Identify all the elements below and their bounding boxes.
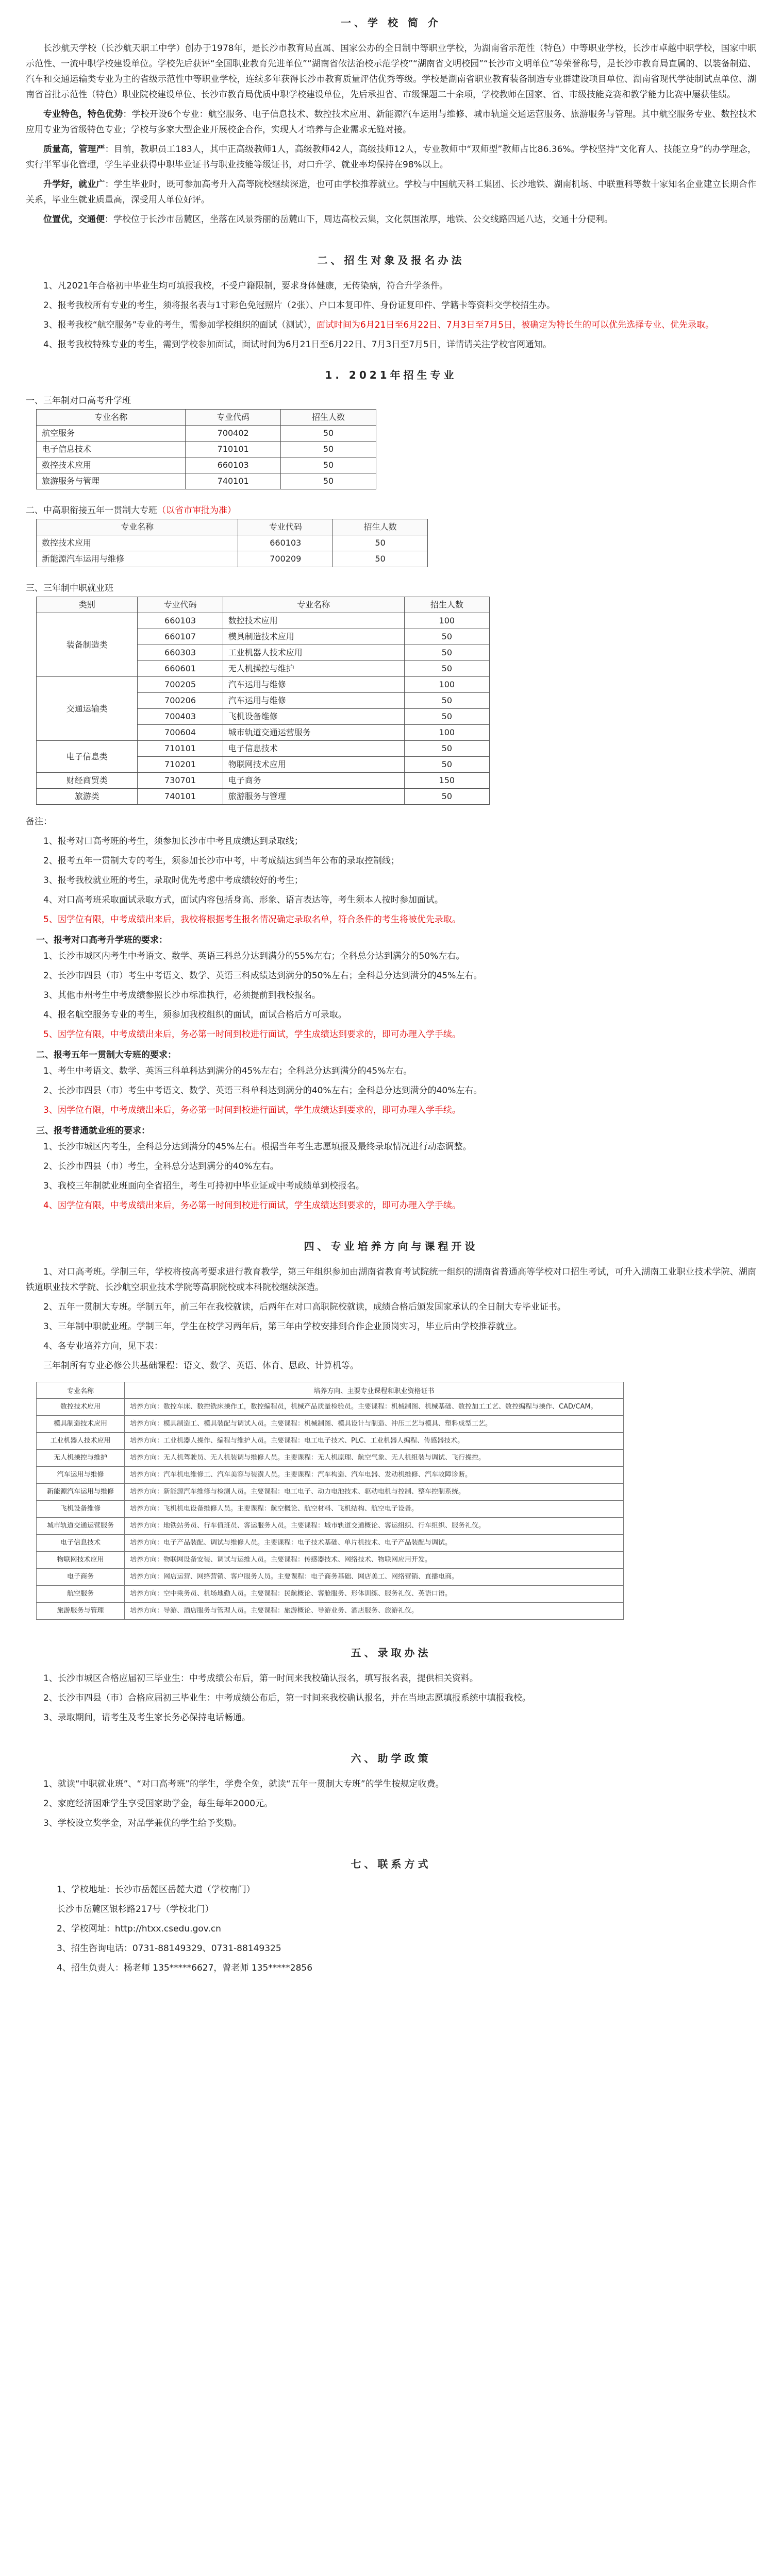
contact-section — [26, 1852, 756, 1976]
table-cell: 50 — [404, 645, 489, 661]
requirement-item-red: 5、因学位有限，中考成绩出来后，务必第一时间到校进行面试，学生成绩达到要求的，即可办理入学手续。 — [43, 1029, 461, 1040]
note-item: 3、报考我校就业班的考生，录取时优先考虑中考成绩较好的考生； — [43, 875, 303, 886]
table-cell: 710201 — [138, 757, 223, 773]
major-name-cell: 无人机操控与维护 — [37, 1450, 125, 1467]
enrollment-item: 1、凡2021年合格初中毕业生均可填报我校，不受户籍限制，要求身体健康，无传染病，符合升学条件。 — [43, 281, 448, 291]
table-cell: 数控技术应用 — [223, 613, 404, 629]
contact-line: 1、学校地址：长沙市岳麓区岳麓大道（学校南门） — [57, 1885, 255, 1895]
admission-section — [26, 1640, 756, 1725]
enrollment-section — [26, 248, 756, 1213]
table-row — [37, 1501, 624, 1518]
table-row — [37, 551, 428, 567]
table-subtitle: 三、三年制中职就业班 — [26, 583, 113, 594]
admission-item: 3、录取期间，请考生及考生家长务必保持电话畅通。 — [43, 1713, 251, 1723]
table-row — [37, 1603, 624, 1620]
major-desc-cell: 培养方向：地铁站务员、行车值班员、客运服务人员。主要课程：城市轨道交通概论、客运组织、行车组织、服务礼仪。 — [125, 1518, 624, 1535]
category-cell: 装备制造类 — [37, 613, 138, 677]
table-cell: 汽车运用与维修 — [223, 677, 404, 693]
major-desc-cell: 培养方向：汽车机电维修工、汽车美容与装潢人员。主要课程：汽车构造、汽车电器、发动机维修、汽车故障诊断。 — [125, 1467, 624, 1484]
requirement-item: 2、长沙市四县（市）考生中考语文、数学、英语三科成绩达到满分的50%左右；全科总分达到满分的45%左右。 — [43, 971, 482, 981]
table-cell: 50 — [404, 709, 489, 725]
table-header-row — [37, 597, 490, 613]
major-desc-cell: 培养方向：无人机驾驶员、无人机装调与维修人员。主要课程：无人机原理、航空气象、无人机组装与调试、飞行操控。 — [125, 1450, 624, 1467]
contact-line: 长沙市岳麓区银杉路217号（学校北门） — [57, 1904, 214, 1914]
table-row — [37, 613, 490, 629]
header-cell: 专业代码 — [138, 597, 223, 613]
notes-block — [26, 814, 756, 927]
curriculum-paragraph: 4、各专业培养方向，见下表： — [43, 1341, 163, 1351]
requirement-title: 一、报考对口高考升学班的要求： — [36, 935, 168, 945]
curriculum-paragraph: 三年制所有专业必修公共基础课程：语文、数学、英语、体育、思政、计算机等。 — [43, 1361, 359, 1371]
table-cell: 150 — [404, 773, 489, 789]
requirement-item: 1、长沙市城区内考生中考语文、数学、英语三科总分达到满分的55%左右；全科总分达到满分的50%左右。 — [43, 951, 465, 961]
major-name-cell: 飞机设备维修 — [37, 1501, 125, 1518]
header-cell: 类别 — [37, 597, 138, 613]
table-row — [37, 677, 490, 693]
section-title: 四、专业培养方向与课程开设 — [304, 1240, 478, 1252]
table-cell: 50 — [281, 473, 376, 489]
paragraph-text: 学生毕业时，既可参加高考升入高等院校继续深造，也可由学校推荐就业。学校与中国航天科工集团、长沙地铁、湖南机场、中联重科等数十家知名企业建立长期合作关系，毕业生就业质量高，深受用人单位好评。 — [26, 179, 757, 205]
note-item: 1、报考对口高考班的考生，须参加长沙市中考且成绩达到录取线； — [43, 836, 303, 846]
header-cell: 专业名称 — [37, 1382, 125, 1399]
table-cell: 100 — [404, 677, 489, 693]
table-caption: 1. 2021年招生专业 — [325, 369, 457, 381]
table-header-row — [37, 519, 428, 535]
college-exam-major-table — [36, 409, 376, 489]
major-desc-cell: 培养方向：数控车床、数控铣床操作工，数控编程员，机械产品质量检验员。主要课程：机械制图、机械基础、数控加工工艺、数控编程与操作、CAD/CAM。 — [125, 1399, 624, 1416]
major-name-cell: 数控技术应用 — [37, 1399, 125, 1416]
table-cell: 50 — [333, 551, 428, 567]
paragraph-label: 质量高，管理严 — [43, 144, 105, 155]
table-cell: 710101 — [186, 442, 281, 457]
section-title: 六、助学政策 — [351, 1752, 431, 1765]
intro-paragraph: 升学好，就业广：学生毕业时，既可参加高考升入高等院校继续深造，也可由学校推荐就业。学校与中国航天科工集团、长沙地铁、湖南机场、中联重科等数十家知名企业建立长期合作关系，毕业生就业质量高，深受用人单位好评。 — [26, 179, 757, 205]
table-cell: 50 — [404, 661, 489, 677]
major-desc-cell: 培养方向：网店运营、网络营销、客户服务人员。主要课程：电子商务基础、网店美工、网络营销、直播电商。 — [125, 1569, 624, 1586]
requirement-item: 2、长沙市四县（市）考生中考语文、数学、英语三科单科达到满分的40%左右；全科总分达到满分的40%左右。 — [43, 1086, 482, 1096]
requirement-title: 三、报考普通就业班的要求： — [36, 1126, 150, 1136]
subtitle-text: 二、中高职衔接五年一贯制大专班 — [26, 505, 157, 516]
table-cell: 700205 — [138, 677, 223, 693]
major-desc-cell: 培养方向：新能源汽车维修与检测人员。主要课程：电工电子、动力电池技术、驱动电机与控制、整车控制系统。 — [125, 1484, 624, 1501]
requirement-item-red: 3、因学位有限，中考成绩出来后，务必第一时间到校进行面试，学生成绩达到要求的，即可办理入学手续。 — [43, 1105, 461, 1115]
table-cell: 电子信息技术 — [37, 442, 186, 457]
intro-paragraph: 质量高，管理严：目前，教职员工183人，其中正高级教师1人，高级教师42人，高级技师12人，专业教师中“双师型”教师占比86.36%。学校坚持“文化育人、技能立身”的办学理念，实行半军事化管理，学生毕业获得中职毕业证书与职业技能等级证书，对口升学、就业率均保持在98%以上。 — [26, 144, 757, 170]
contact-line: 2、学校网址：http://htxx.csedu.gov.cn — [57, 1924, 221, 1934]
section-title: 一、学 校 简 介 — [341, 16, 441, 29]
paragraph-text: 学校开设6个专业：航空服务、电子信息技术、数控技术应用、新能源汽车运用与维修、城市轨道交通运营服务、旅游服务与管理。其中航空服务专业、数控技术应用专业为省级特色专业；学校与多家大型企业开展校企合作，实现人才培养与企业需求无缝对接。 — [26, 109, 756, 135]
paragraph-label: 专业特色，特色优势 — [43, 109, 123, 120]
requirement-item: 3、我校三年制就业班面向全省招生，考生可持初中毕业证或中考成绩单到校报名。 — [43, 1181, 364, 1191]
red-highlight: 面试时间为6月21日至6月22日、7月3日至7月5日，被确定为特长生的可以优先选择专业、优先录取。 — [316, 320, 714, 330]
paragraph-label: 位置优，交通便 — [43, 214, 105, 225]
table-row — [37, 473, 376, 489]
header-cell: 招生人数 — [333, 519, 428, 535]
major-name-cell: 物联网技术应用 — [37, 1552, 125, 1569]
paragraph-text: 目前，教职员工183人，其中正高级教师1人，高级教师42人，高级技师12人，专业教师中“双师型”教师占比86.36%。学校坚持“文化育人、技能立身”的办学理念，实行半军事化管理，学生毕业获得中职毕业证书与职业技能等级证书，对口升学、就业率均保持在98%以上。 — [26, 144, 757, 170]
major-desc-cell: 培养方向：工业机器人操作、编程与维护人员。主要课程：电工电子技术、PLC、工业机器人编程、传感器技术。 — [125, 1433, 624, 1450]
financial-aid-section — [26, 1746, 756, 1831]
aid-item: 2、家庭经济困难学生享受国家助学金，每生每年2000元。 — [43, 1799, 273, 1809]
table-cell: 50 — [281, 457, 376, 473]
table-cell: 电子商务 — [223, 773, 404, 789]
table-cell: 660103 — [238, 535, 333, 551]
major-name-cell: 汽车运用与维修 — [37, 1467, 125, 1484]
major-desc-cell: 培养方向：飞机机电设备维修人员。主要课程：航空概论、航空材料、飞机结构、航空电子设备。 — [125, 1501, 624, 1518]
aid-item: 3、学校设立奖学金，对品学兼优的学生给予奖励。 — [43, 1818, 242, 1828]
section-title: 二、招生对象及报名办法 — [317, 254, 465, 266]
table-cell: 100 — [404, 613, 489, 629]
table-cell: 660601 — [138, 661, 223, 677]
major-desc-cell: 培养方向：模具制造工、模具装配与调试人员。主要课程：机械制图、模具设计与制造、冲压工艺与模具、塑料成型工艺。 — [125, 1416, 624, 1433]
table-cell: 660103 — [186, 457, 281, 473]
header-cell: 专业代码 — [186, 410, 281, 426]
requirement-title: 二、报考五年一贯制大专班的要求： — [36, 1050, 176, 1060]
requirement-item: 3、其他市州考生中考成绩参照长沙市标准执行，必须提前到我校报名。 — [43, 990, 321, 1001]
header-cell: 专业名称 — [37, 410, 186, 426]
table-cell: 50 — [404, 629, 489, 645]
table-cell: 旅游服务与管理 — [37, 473, 186, 489]
major-name-cell: 新能源汽车运用与维修 — [37, 1484, 125, 1501]
table-row — [37, 1399, 624, 1416]
school-intro-section — [26, 10, 756, 227]
header-cell: 培养方向、主要专业课程和职业资格证书 — [125, 1382, 624, 1399]
curriculum-paragraph: 1、对口高考班。学制三年，学校将按高考要求进行教育教学，第三年组织参加由湖南省教育考试院统一组织的湖南省普通高等学校对口招生考试，可升入湖南工业职业技术学院、湖南铁道职业技术学院、长沙航空职业技术学院等高职院校或本科院校继续深造。 — [26, 1267, 756, 1293]
table-cell: 700402 — [186, 426, 281, 442]
table-cell: 740101 — [138, 789, 223, 805]
header-cell: 招生人数 — [281, 410, 376, 426]
table-cell: 电子信息技术 — [223, 741, 404, 757]
curriculum-paragraph: 3、三年制中职就业班。学制三年，学生在校学习两年后，第三年由学校安排到合作企业顶岗实习，毕业后由学校推荐就业。 — [43, 1321, 522, 1332]
contact-line: 3、招生咨询电话：0731-88149329、0731-88149325 — [57, 1943, 281, 1954]
table-row — [37, 741, 490, 757]
table-cell: 汽车运用与维修 — [223, 693, 404, 709]
table-cell: 730701 — [138, 773, 223, 789]
table-cell: 660103 — [138, 613, 223, 629]
curriculum-paragraph: 2、五年一贯制大专班。学制五年，前三年在我校就读，后两年在对口高职院校就读，成绩合格后颁发国家承认的全日制大专毕业证书。 — [43, 1302, 566, 1312]
admission-item: 1、长沙市城区合格应届初三毕业生：中考成绩公布后，第一时间来我校确认报名，填写报名表，提供相关资料。 — [43, 1673, 478, 1684]
table-row — [37, 457, 376, 473]
requirement-item: 1、长沙市城区内考生，全科总分达到满分的45%左右。根据当年考生志愿填报及最终录取情况进行动态调整。 — [43, 1142, 472, 1152]
intro-paragraph: 长沙航天学校（长沙航天职工中学）创办于1978年，是长沙市教育局直属、国家公办的全日制中等职业学校，为湖南省示范性（特色）中等职业学校，长沙市卓越中职学校，国家中职示范性、一流中职学校建设单位。学校先后获评“全国职业教育先进单位”“湖南省依法治校示范学校”“湖南省文明校园”“长沙市文明单位”等荣誉称号，是长沙市教育局直属的、以装备制造、汽车和交通运输类专业为主的省级示范性中等职业学校，连续多年获得长沙市教育质量评估优秀等级。学校是湖南省职业教育装备制造专业群建设项目单位、湖南省现代学徒制试点单位、湖南省首批示范性（特色）职业院校建设单位、长沙市教育局优质中职学校建设单位，先后承担省、市级课题二十余项，学校教师在国家、省、市级技能竞赛和教学能力比赛中屡获佳绩。 — [26, 43, 756, 100]
category-cell: 旅游类 — [37, 789, 138, 805]
paragraph-label: 升学好，就业广 — [43, 179, 105, 190]
requirement-item: 1、考生中考语文、数学、英语三科单科达到满分的45%左右；全科总分达到满分的45%左右。 — [43, 1066, 412, 1076]
major-name-cell: 航空服务 — [37, 1586, 125, 1603]
table-cell: 50 — [404, 757, 489, 773]
table-subtitle — [26, 503, 756, 516]
major-desc-cell: 培养方向：导游、酒店服务与管理人员。主要课程：旅游概论、导游业务、酒店服务、旅游礼仪。 — [125, 1603, 624, 1620]
table-row — [37, 1433, 624, 1450]
table-body — [37, 613, 490, 805]
table-row — [37, 1552, 624, 1569]
enrollment-item: 2、报考我校所有专业的考生，须将报名表与1寸彩色免冠照片（2张）、户口本复印件、身份证复印件、学籍卡等资料交学校招生办。 — [43, 300, 555, 311]
table-cell: 700206 — [138, 693, 223, 709]
table-cell: 城市轨道交通运营服务 — [223, 725, 404, 741]
table-header-row — [37, 1382, 624, 1399]
major-name-cell: 城市轨道交通运营服务 — [37, 1518, 125, 1535]
table-row — [37, 1535, 624, 1552]
table-cell: 数控技术应用 — [37, 457, 186, 473]
admission-item: 2、长沙市四县（市）合格应届初三毕业生：中考成绩公布后，第一时间来我校确认报名，并在当地志愿填报系统中填报我校。 — [43, 1693, 531, 1703]
header-cell: 专业名称 — [37, 519, 238, 535]
table-cell: 50 — [281, 442, 376, 457]
table-header-row — [37, 410, 376, 426]
table-cell: 50 — [404, 741, 489, 757]
table-cell: 航空服务 — [37, 426, 186, 442]
table-cell: 700403 — [138, 709, 223, 725]
intro-paragraph: 位置优，交通便：学校位于长沙市岳麓区，坐落在风景秀丽的岳麓山下，周边高校云集，文化氛围浓厚，地铁、公交线路四通八达，交通十分便利。 — [43, 214, 613, 225]
requirement-item: 2、长沙市四县（市）考生，全科总分达到满分的40%左右。 — [43, 1161, 279, 1172]
curriculum-table — [36, 1382, 624, 1620]
table-cell: 660303 — [138, 645, 223, 661]
page — [26, 0, 756, 2017]
table-row — [37, 1450, 624, 1467]
table-cell: 模具制造技术应用 — [223, 629, 404, 645]
aid-item: 1、就读“中职就业班”、“对口高考班”的学生，学费全免，就读“五年一贯制大专班”的学生按规定收费。 — [43, 1779, 444, 1789]
table-row — [37, 1586, 624, 1603]
table-cell: 700604 — [138, 725, 223, 741]
note-item: 2、报考五年一贯制大专的考生，须参加长沙市中考，中考成绩达到当年公布的录取控制线； — [43, 856, 400, 866]
table-cell: 660107 — [138, 629, 223, 645]
table-cell: 50 — [281, 426, 376, 442]
major-name-cell: 旅游服务与管理 — [37, 1603, 125, 1620]
major-name-cell: 电子商务 — [37, 1569, 125, 1586]
table-row — [37, 1467, 624, 1484]
section-title: 七、联系方式 — [351, 1858, 431, 1870]
major-name-cell: 电子信息技术 — [37, 1535, 125, 1552]
note-item: 4、对口高考班采取面试录取方式，面试内容包括身高、形象、语言表达等，考生须本人按时参加面试。 — [43, 895, 443, 905]
note-item-red: 5、因学位有限，中考成绩出来后，我校将根据考生报名情况确定录取名单，符合条件的考生将被优先录取。 — [43, 914, 461, 925]
table-cell: 物联网技术应用 — [223, 757, 404, 773]
table-body — [37, 1399, 624, 1620]
major-name-cell: 模具制造技术应用 — [37, 1416, 125, 1433]
table-cell: 无人机操控与维护 — [223, 661, 404, 677]
table-cell: 工业机器人技术应用 — [223, 645, 404, 661]
table-cell: 飞机设备维修 — [223, 709, 404, 725]
table-cell: 740101 — [186, 473, 281, 489]
table-cell: 700209 — [238, 551, 333, 567]
major-name-cell: 工业机器人技术应用 — [37, 1433, 125, 1450]
header-cell: 专业名称 — [223, 597, 404, 613]
table-row — [37, 1416, 624, 1433]
table-cell: 100 — [404, 725, 489, 741]
table-row — [37, 442, 376, 457]
table-row — [37, 1569, 624, 1586]
table-cell: 50 — [333, 535, 428, 551]
major-desc-cell: 培养方向：物联网设备安装、调试与运维人员。主要课程：传感器技术、网络技术、物联网应用开发。 — [125, 1552, 624, 1569]
requirement-item: 4、报名航空服务专业的考生，须参加我校组织的面试，面试合格后方可录取。 — [43, 1010, 347, 1020]
table-row — [37, 426, 376, 442]
table-cell: 50 — [404, 789, 489, 805]
table-cell: 50 — [404, 693, 489, 709]
category-cell: 电子信息类 — [37, 741, 138, 773]
paragraph-text: 学校位于长沙市岳麓区，坐落在风景秀丽的岳麓山下，周边高校云集，文化氛围浓厚，地铁、公交线路四通八达，交通十分便利。 — [113, 214, 613, 225]
header-cell: 专业代码 — [238, 519, 333, 535]
table-row — [37, 1484, 624, 1501]
table-cell: 710101 — [138, 741, 223, 757]
table-cell: 数控技术应用 — [37, 535, 238, 551]
enrollment-item — [26, 317, 756, 333]
table-row — [37, 789, 490, 805]
major-desc-cell: 培养方向：电子产品装配、调试与维修人员。主要课程：电子技术基础、单片机技术、电子产品装配与调试。 — [125, 1535, 624, 1552]
major-desc-cell: 培养方向：空中乘务员、机场地勤人员。主要课程：民航概论、客舱服务、形体训练、服务礼仪、英语口语。 — [125, 1586, 624, 1603]
notes-title: 备注： — [26, 817, 52, 827]
intro-paragraph: 专业特色，特色优势：学校开设6个专业：航空服务、电子信息技术、数控技术应用、新能源汽车运用与维修、城市轨道交通运营服务、旅游服务与管理。其中航空服务专业、数控技术应用专业为省级特色专业；学校与多家大型企业开展校企合作，实现人才培养与企业需求无缝对接。 — [26, 109, 756, 135]
item-text: 3、报考我校“航空服务”专业的考生，需参加学校组织的面试（测试）， — [43, 320, 317, 330]
table-row — [37, 1518, 624, 1535]
section-title: 五、录取办法 — [351, 1647, 431, 1659]
red-highlight: （以省市审批为准） — [157, 505, 236, 516]
category-cell: 交通运输类 — [37, 677, 138, 741]
table-subtitle: 一、三年制对口高考升学班 — [26, 396, 131, 406]
requirement-item-red: 4、因学位有限，中考成绩出来后，务必第一时间到校进行面试，学生成绩达到要求的，即可办理入学手续。 — [43, 1200, 461, 1211]
table-cell: 旅游服务与管理 — [223, 789, 404, 805]
contact-line: 4、招生负责人：杨老师 135*****6627，曾老师 135*****2856 — [57, 1963, 313, 1973]
five-year-major-table — [36, 519, 428, 567]
category-cell: 财经商贸类 — [37, 773, 138, 789]
curriculum-section — [26, 1234, 756, 1620]
table-cell: 新能源汽车运用与维修 — [37, 551, 238, 567]
employment-major-table — [36, 597, 490, 805]
table-row — [37, 535, 428, 551]
header-cell: 招生人数 — [404, 597, 489, 613]
enrollment-item: 4、报考我校特殊专业的考生，需到学校参加面试，面试时间为6月21日至6月22日、7月3日至7月5日，详情请关注学校官网通知。 — [43, 340, 552, 350]
table-row — [37, 773, 490, 789]
